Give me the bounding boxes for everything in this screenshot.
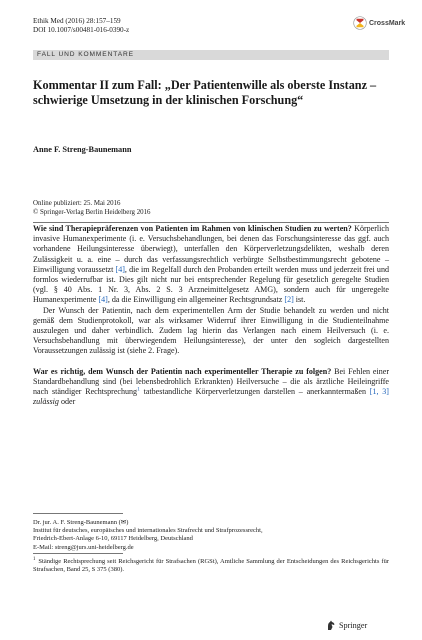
affiliation-divider — [33, 513, 123, 514]
reference-link[interactable]: [4] — [98, 295, 108, 305]
crossmark-icon — [353, 16, 367, 30]
question-heading: Wie sind Therapiepräferenzen von Patienten im Rahmen von klinischen Studien zu werten? — [33, 224, 352, 233]
doi-line[interactable]: DOI 10.1007/s00481-016-0390-z — [33, 26, 130, 34]
paragraph: Wie sind Therapiepräferenzen von Patienten im Rahmen von klinischen Studien zu werten? Körperlich invasive Humanexperimente (i. e. Versuchsbehandlungen, bei denen das Forschungsinteresse das ggf. auch vorhandene Heilungsinteresse überwiegt), unterfallen den Körperverletzungsdelikten, weshalb deren Zulässigkeit u. a. eine – durch das verfassungsrechtlich verbürgte Selbstbestimmungsrecht gebotene – Einwilligung voraussetzt [4], die im Regelfall durch den Probanden erteilt werden muss und jederzeit frei und formlos wiederrufbar ist. Dies gilt nicht nur bei entsprechender Regelung für gesetzlich geregelte Studien (vgl. § 40 Abs. 1 Nr. 3, Abs. 2 S. 3 Arzneimittelgesetz AMG), sondern auch für ungeregelte Humanexperimente [4], da die Einwilligung ein allgemeiner Rechtsgrundsatz [2] ist. — [33, 224, 389, 305]
springer-label: Springer — [339, 621, 368, 630]
footnote-number: 1 — [33, 556, 36, 562]
affiliation-name: Dr. jur. A. F. Streng-Baunemann (✉) — [33, 519, 129, 526]
publication-info — [33, 200, 151, 218]
article-title: Kommentar II zum Fall: „Der Patientenwille als oberste Instanz – schwierige Umsetzung in der klinischen Forschung“ — [33, 78, 377, 107]
footnote-marker[interactable]: 1 — [137, 386, 140, 393]
published-date: Online publiziert: 25. Mai 2016 — [33, 200, 121, 207]
author-name: Anne F. Streng-Baunemann — [33, 145, 132, 154]
reference-link[interactable]: [1, 3] — [369, 387, 389, 397]
affiliation-email[interactable]: E-Mail: streng@jurs.uni-heidelberg.de — [33, 543, 134, 551]
divider — [33, 222, 389, 223]
journal-header — [33, 17, 129, 35]
footnote — [33, 558, 389, 574]
affiliation-address: Friedrich-Ebert-Anlage 6-10, 69117 Heidelberg, Deutschland — [33, 535, 193, 543]
paragraph: War es richtig, dem Wunsch der Patientin nach experimenteller Therapie zu folgen? Bei Fehlen einer Standardbehandlung sind (bei lebensbedrohlich Erkrankten) Heilversuche – die als ärztliche Heileingriffe nach ständiger Rechtsprechung$^1$ tatbestandliche Körperverletzungen darstellen – anerkanntermaßen [1, 3] zulässig oder — [33, 366, 390, 407]
author-affiliation — [33, 519, 389, 552]
paragraph: Der Wunsch der Patientin, nach dem experimentellen Arm der Studie behandelt zu werden und nicht gemäß dem Studienprotokoll, war als wirksamer Widerruf ihrer Einwilligung in die Studienteilnahme auszulegen und daher verbindlich. Zudem lag hierin das Verlangen nach einem Heilversuch (i. e. Versuchsbehandlung mit überwiegendem Heilungsinteresse), der unter den sogleich dargestellten Voraussetzungen zulässig ist (siehe 2. Frage). — [33, 305, 389, 356]
reference-link[interactable]: [2] — [284, 295, 294, 305]
reference-link[interactable]: [4] — [115, 264, 125, 274]
crossmark-label: CrossMark — [369, 19, 406, 27]
springer-logo — [326, 620, 367, 631]
affiliation-institute: Institut für deutsches, europäisches und internationales Strafrecht und Strafprozessrecht, — [33, 527, 263, 535]
copyright-line: © Springer-Verlag Berlin Heidelberg 2016 — [33, 208, 151, 216]
crossmark-badge[interactable] — [353, 16, 405, 30]
journal-citation: Ethik Med (2016) 28:157–159 — [33, 17, 121, 25]
footnote-text: Ständige Rechtsprechung seit Reichsgericht für Strafsachen (RGSt), Amtliche Sammlung der Entscheidungen des Reichsgerichts für Strafsachen, Band 25, S 375 (380). — [33, 558, 389, 574]
footnote-divider — [33, 553, 123, 554]
emphasis: zulässig — [33, 397, 59, 407]
article-body — [33, 224, 389, 407]
springer-horse-icon — [326, 620, 336, 631]
section-banner: FALL UND KOMMENTARE — [33, 50, 389, 60]
question-heading: War es richtig, dem Wunsch der Patientin nach experimenteller Therapie zu folgen? — [33, 366, 332, 376]
